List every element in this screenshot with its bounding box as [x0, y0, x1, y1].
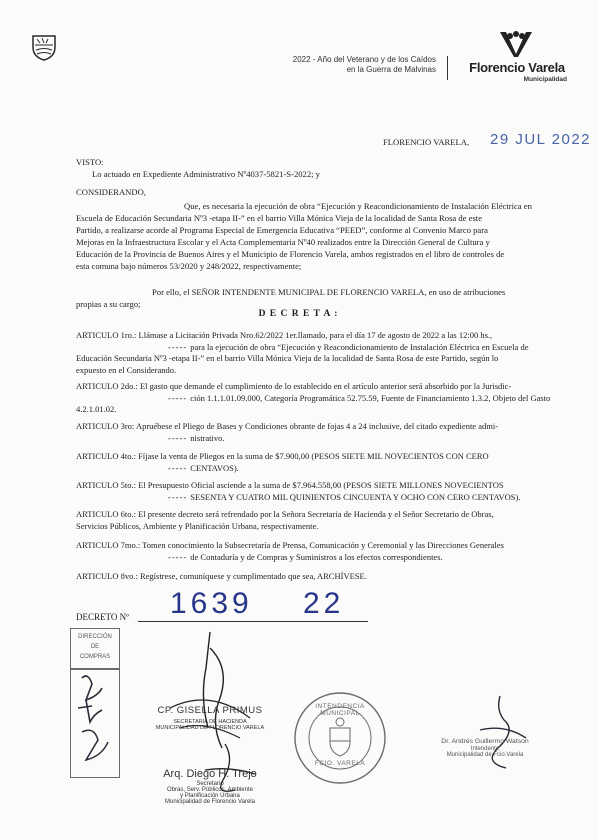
primus-org: MUNICIPALIDAD DE FLORENCIO VARELA [155, 725, 265, 731]
article-text: ----- ción 1.1.1.01.09.000, Categoría Programática 52.75.59, Fuente de Financiamiento 1.3.2, Objeto del Gasto [168, 392, 551, 403]
decreto-number: 1639 [170, 587, 253, 620]
intro-line-1: Por ello, el SEÑOR INTENDENTE MUNICIPAL DE FLORENCIO VARELA, en uso de atribuciones [152, 287, 506, 297]
article-7 [76, 540, 576, 563]
decreto-underline [138, 621, 368, 622]
article-text: ----- de Contaduría y de Compras y Suministros a los efectos correspondientes. [168, 551, 443, 562]
watson-signature-block [430, 738, 540, 758]
watson-name: Dr. Andrés Guillermo Watson [441, 738, 529, 745]
trejo-signature-icon [195, 740, 265, 800]
considerando-line: esta comuna bajo números 53/2020 y 248/2022, respectivamente; [76, 261, 302, 271]
considerando-line: Mejoras en la Infraestructura Escolar y el Acta Complementaria Nº40 realizados entre la Dirección General de Cultura y [76, 237, 490, 247]
article-label: ARTICULO 7mo.: [76, 540, 141, 550]
header-divider [447, 56, 448, 80]
stamp-line: DE [90, 644, 100, 650]
article-label: ARTICULO 3ro: [76, 421, 135, 431]
seal-bottom-text: FCIO. VARELA [314, 760, 366, 767]
considerando-line: Educación de la Provincia de Buenos Aires y el Municipio de Florencio Varela, ambos registrados en el libro de controles de [76, 249, 505, 259]
trejo-org-2: y Planificación Urbana [180, 793, 240, 799]
article-6 [76, 509, 576, 532]
decreto-label: DECRETO Nº [76, 612, 129, 622]
article-text: Educación Secundaria Nº3 -etapa II-” en el barrio Villa Mónica Vieja de la localidad de Santa Rosa de este Partido, según lo [76, 353, 499, 363]
article-text: El presente decreto será refrendado por la Señora Secretaria de Hacienda y el Señor Secretario de Obras, [138, 509, 494, 519]
primus-name: CP. GISELLA PRIMUS [157, 705, 263, 716]
article-text: expuesto en el Considerando. [76, 364, 177, 375]
trejo-org-1: Obras, Serv. Públicos, Ambiente [167, 787, 253, 793]
article-text: Tomen conocimiento la Subsecretaría de Prensa, Comunicación y Ceremonial y las Direcciones Generales [142, 540, 504, 550]
stamp-line: COMPRAS [79, 654, 111, 660]
article-text: Fíjase la venta de Pliegos en la suma de $7.900,00 (PESOS SIETE MIL NOVECIENTOS CON CERO [138, 451, 489, 461]
considerando-body [76, 200, 576, 272]
initials-signature-icon [72, 670, 118, 774]
intro-text [76, 286, 576, 310]
slogan-line-1: 2022 - Año del Veterano y de los Caídos [292, 55, 436, 64]
trejo-name: Arq. Diego H. Trejo [163, 768, 257, 780]
florencio-varela-logo-icon [496, 28, 536, 58]
article-text: Llámase a Licitación Privada Nro.62/2022 1er.llamado, para el día 17 de agosto de 2022 a las 12:00 hs., [138, 330, 493, 340]
article-label: ARTICULO 4to.: [76, 451, 136, 461]
direccion-compras-stamp [70, 628, 120, 670]
article-5 [76, 480, 576, 503]
slogan-line-2: en la Guerra de Malvinas [346, 65, 436, 74]
article-text: Servicios Públicos, Ambiente y Planificación Urbana, respectivamente. [76, 520, 319, 531]
header-slogan [250, 55, 436, 75]
visto-heading: VISTO: [76, 157, 104, 167]
visto-text: Lo actuado en Expediente Administrativo Nº4037-5821-S-2022; y [92, 169, 320, 179]
coat-of-arms-icon [30, 33, 58, 61]
article-text: ----- SESENTA Y CUATRO MIL QUINIENTOS CINCUENTA Y OCHO CON CERO CENTAVOS). [168, 491, 521, 502]
place-label: FLORENCIO VARELA, [383, 137, 470, 147]
article-text: ----- CENTAVOS). [168, 462, 239, 473]
decreto-year: 22 [303, 587, 345, 620]
article-text: El Presupuesto Oficial asciende a la suma de $7.964.558,00 (PESOS SIETE MILLONES NOVECIENTOS [138, 480, 504, 490]
article-1 [76, 330, 576, 376]
stamp-line: DIRECCIÓN [78, 634, 112, 640]
watson-title: Intendente [470, 746, 500, 752]
article-text: Apruébese el Pliego de Bases y Condiciones obrante de fojas 4 a 24 inclusive, del citado expediente admi- [135, 421, 499, 431]
primus-title: SECRETARIA DE HACIENDA [173, 719, 247, 725]
article-label: ARTICULO 8vo.: [76, 571, 138, 581]
considerando-line: Que, es necesaria la ejecución de obra “Ejecución y Reacondicionamiento de Instalación Eléctrica en [184, 201, 532, 211]
article-text: El gasto que demande el cumplimiento de lo establecido en el artículo anterior será absorbido por la Jurisdic- [139, 381, 512, 391]
date-stamp: 29 JUL 2022 [490, 131, 592, 148]
considerando-heading: CONSIDERANDO, [76, 187, 146, 197]
article-label: ARTICULO 5to.: [76, 480, 136, 490]
article-3 [76, 421, 576, 444]
brand-name: Florencio Varela [469, 60, 565, 75]
article-2 [76, 381, 576, 416]
primus-signature-block [140, 705, 280, 731]
trejo-title: Secretario [196, 781, 224, 787]
trejo-org-3: Municipalidad de Florencio Varela [165, 799, 255, 805]
watson-signature-icon [460, 690, 540, 780]
article-8 [76, 571, 576, 583]
article-4 [76, 451, 576, 474]
watson-org: Municipalidad de Fcio.Varela [446, 752, 524, 758]
article-label: ARTICULO 1ro.: [76, 330, 137, 340]
primus-signature-icon [150, 628, 270, 758]
considerando-line: Escuela de Educación Secundaria Nº3 -etapa II-” en el barrio Villa Mónica Vieja de la localidad de Santa Rosa de este [76, 213, 483, 223]
decreta-heading: D E C R E T A : [258, 309, 339, 319]
article-text: 4.2.1.01.02. [76, 404, 117, 414]
seal-top-text: INTENDENCIA MUNICIPAL [315, 703, 365, 717]
article-label: ARTICULO 2do.: [76, 381, 138, 391]
article-text: Regístrese, comuníquese y cumplimentado que sea, ARCHÍVESE. [139, 571, 367, 581]
considerando-line: Partido, a realizarse acorde al Programa Especial de Emergencia Educativa “PEED”, conforme al Convenio Marco para [76, 225, 488, 235]
brand-subtitle: Municipalidad [523, 76, 567, 83]
article-text: ----- nistrativo. [168, 432, 225, 443]
intro-line-2: propias a su cargo; [76, 299, 141, 309]
article-text: ----- para la ejecución de obra “Ejecución y Reacondicionamiento de Instalación Eléctrica en Escuela de [168, 341, 529, 352]
article-label: ARTICULO 6to.: [76, 509, 136, 519]
